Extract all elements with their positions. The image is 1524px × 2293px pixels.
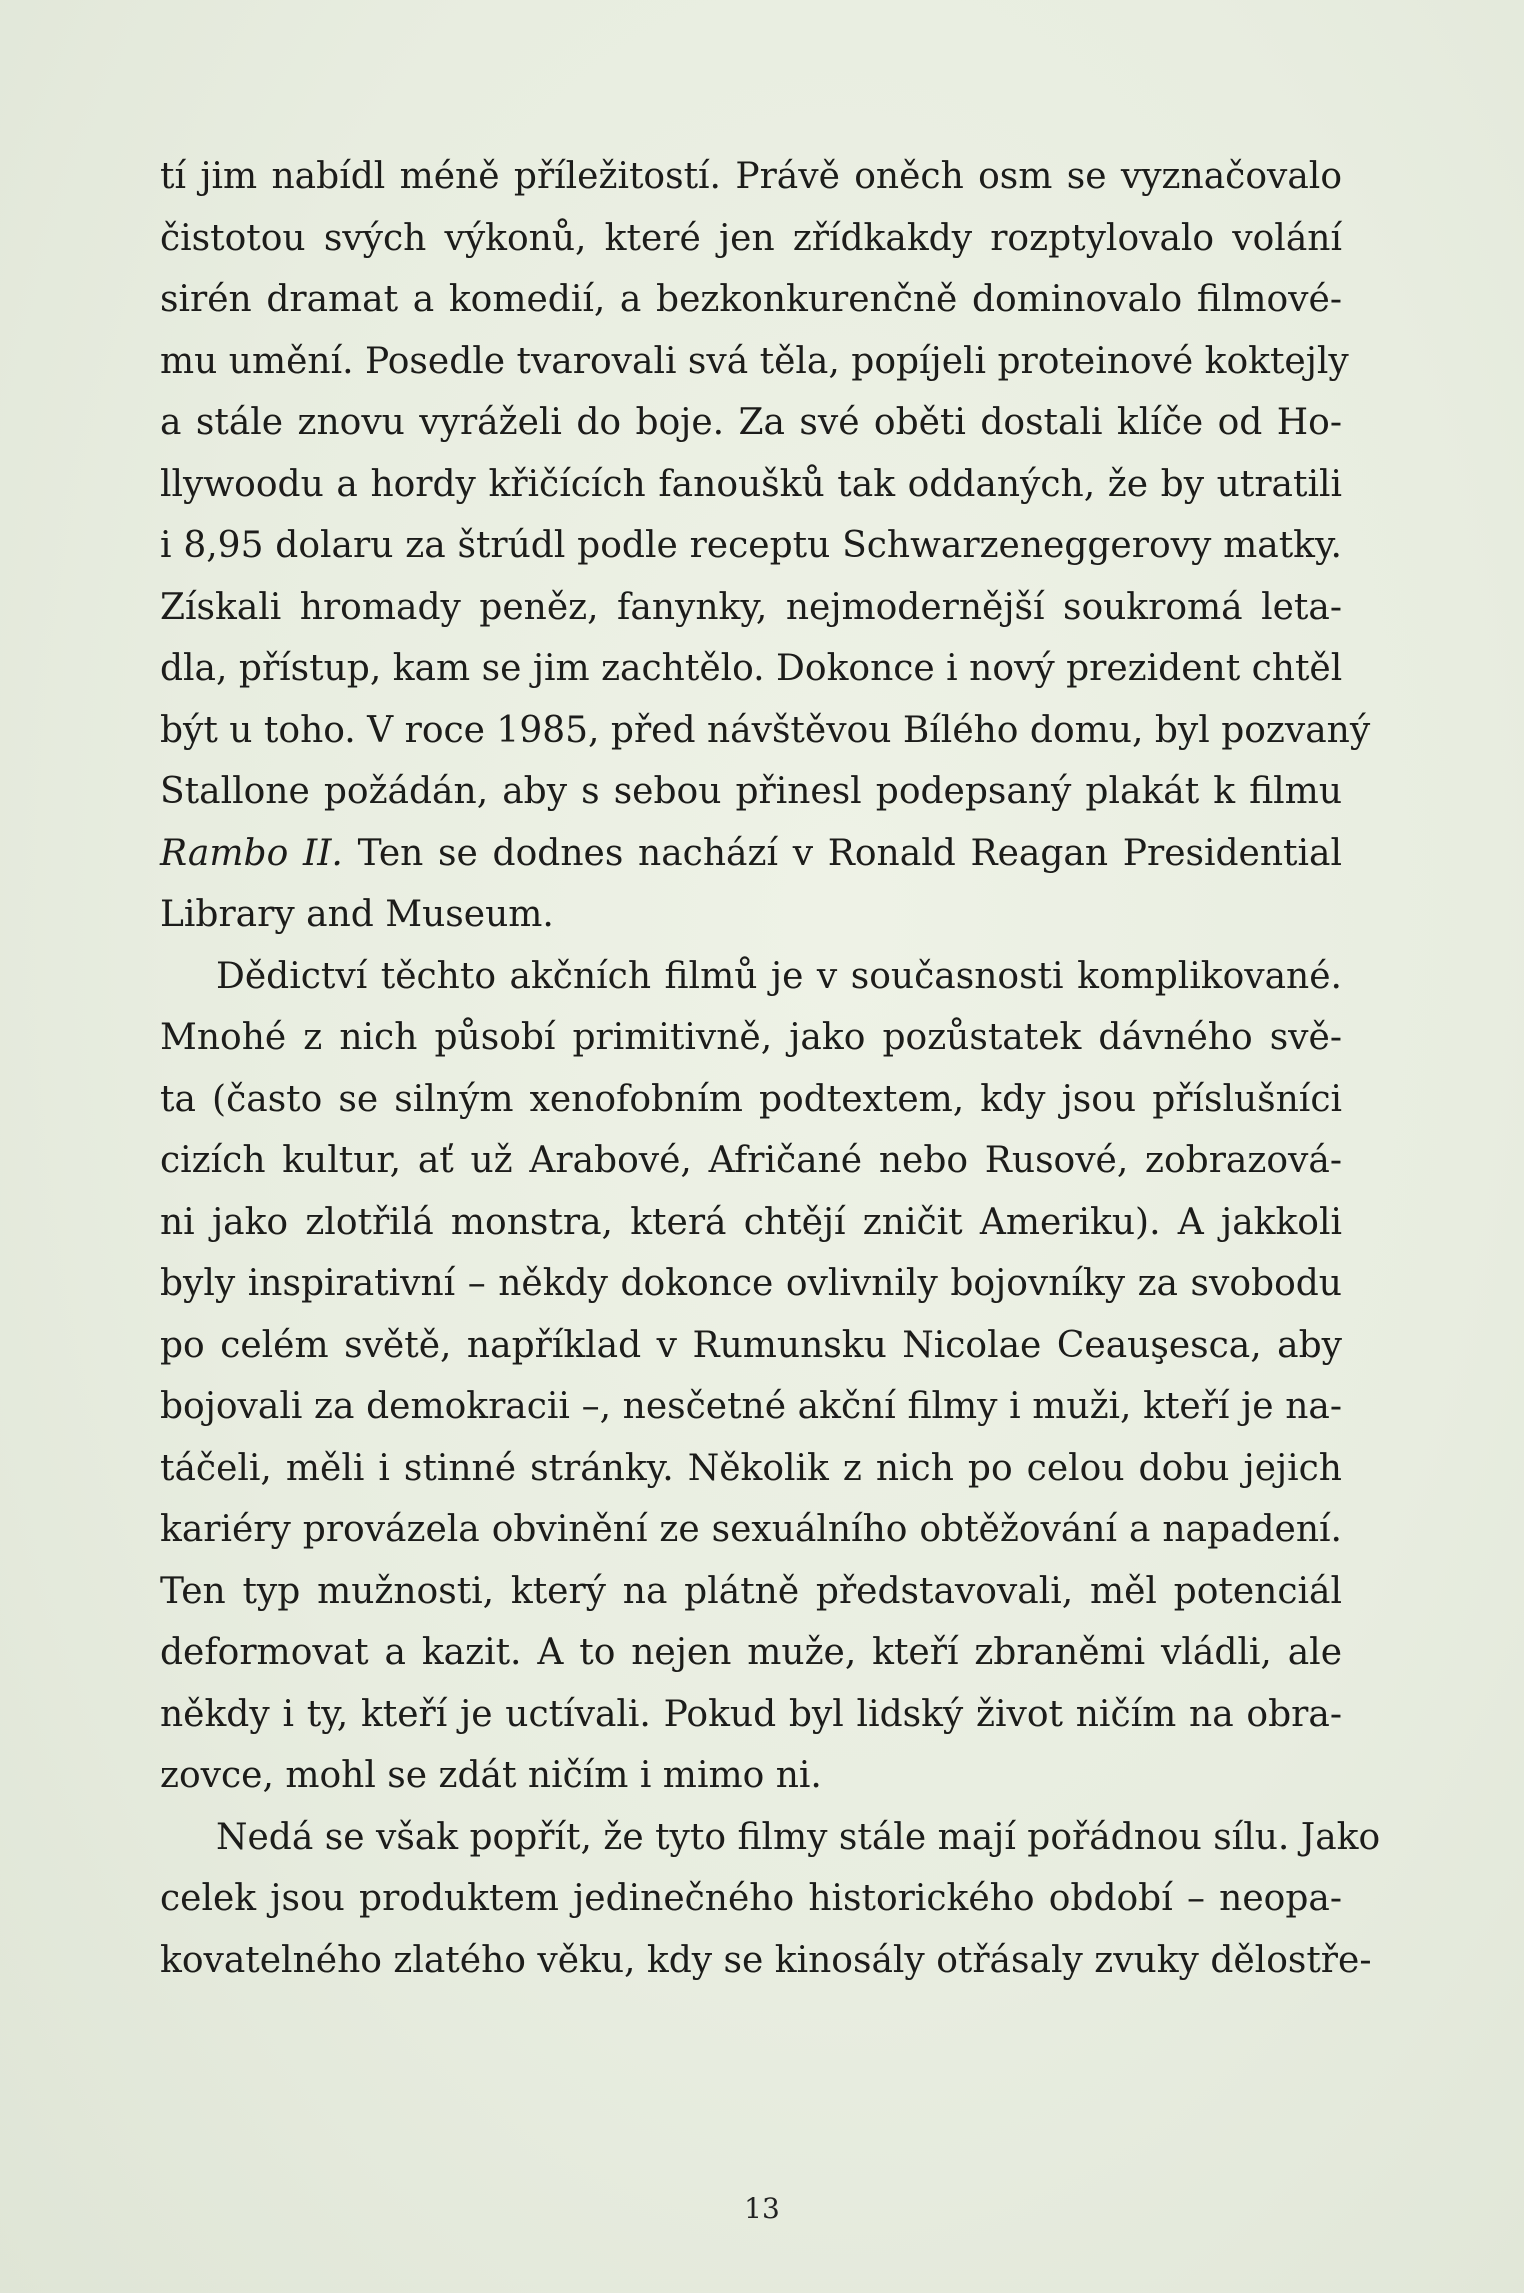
text-line: Nedá se však popřít, že tyto filmy stále mají pořádnou sílu. Jako bbox=[216, 1816, 1381, 1858]
text-line: a stále znovu vyráželi do boje. Za své oběti dostali klíče od Ho- bbox=[160, 402, 1342, 443]
text-line: i 8,95 dolaru za štrúdl podle receptu Schwarzeneggerovy matky. bbox=[160, 525, 1342, 566]
text-line: Library and Museum. bbox=[160, 894, 554, 935]
text-line: llywoodu a hordy křičících fanoušků tak oddaných, že by utratili bbox=[160, 463, 1342, 505]
page-number: 13 bbox=[744, 2192, 780, 2225]
body-text bbox=[160, 146, 1381, 1991]
text-line: deformovat a kazit. A to nejen muže, kteří zbraněmi vládli, ale bbox=[160, 1632, 1342, 1673]
text-line: kovatelného zlatého věku, kdy se kinosály otřásaly zvuky dělostře- bbox=[160, 1939, 1372, 1981]
text-line: někdy i ty, kteří je uctívali. Pokud byl lidský život ničím na obra- bbox=[160, 1693, 1342, 1735]
text-line-rest: Ten se dodnes nachází v Ronald Reagan Presidential bbox=[342, 832, 1343, 874]
text-line: Stallone požádán, aby s sebou přinesl podepsaný plakát k filmu bbox=[160, 771, 1342, 812]
text-line: Mnohé z nich působí primitivně, jako pozůstatek dávného svě- bbox=[160, 1017, 1342, 1058]
text-line: zovce, mohl se zdát ničím i mimo ni. bbox=[160, 1755, 822, 1796]
text-line: po celém světě, například v Rumunsku Nicolae Ceauşesca, aby bbox=[160, 1324, 1342, 1366]
text-line: čistotou svých výkonů, které jen zřídkakdy rozptylovalo volání bbox=[160, 217, 1342, 259]
text-line: táčeli, měli i stinné stránky. Několik z nich po celou dobu jejich bbox=[160, 1447, 1342, 1489]
text-line: ni jako zlotřilá monstra, která chtějí zničit Ameriku). A jakkoli bbox=[160, 1201, 1342, 1243]
text-line: kariéry provázela obvinění ze sexuálního obtěžování a napadení. bbox=[160, 1509, 1342, 1550]
text-line: mu umění. Posedle tvarovali svá těla, popíjeli proteinové koktejly bbox=[160, 340, 1349, 382]
text-line: dla, přístup, kam se jim zachtělo. Dokonce i nový prezident chtěl bbox=[160, 648, 1343, 689]
film-title: Rambo II. bbox=[160, 832, 343, 874]
text-line: cizích kultur, ať už Arabové, Afričané nebo Rusové, zobrazová- bbox=[160, 1140, 1342, 1181]
text-line: Získali hromady peněz, fanynky, nejmodernější soukromá leta- bbox=[160, 586, 1342, 628]
text-line: Dědictví těchto akčních filmů je v současnosti komplikované. bbox=[216, 955, 1342, 997]
text-line: tí jim nabídl méně příležitostí. Právě oněch osm se vyznačovalo bbox=[160, 156, 1342, 197]
text-line: ta (často se silným xenofobním podtextem, kdy jsou příslušníci bbox=[160, 1078, 1342, 1120]
text-line bbox=[160, 823, 1342, 885]
text-line: byly inspirativní – někdy dokonce ovlivnily bojovníky za svobodu bbox=[160, 1263, 1342, 1304]
text-line: být u toho. V roce 1985, před návštěvou Bílého domu, byl pozvaný bbox=[160, 709, 1371, 751]
text-line: celek jsou produktem jedinečného historického období – neopa- bbox=[160, 1878, 1342, 1919]
text-line: sirén dramat a komedií, a bezkonkurenčně dominovalo filmové- bbox=[160, 279, 1342, 320]
text-line: Ten typ mužnosti, který na plátně představovali, měl potenciál bbox=[160, 1570, 1342, 1612]
text-line: bojovali za demokracii –, nesčetné akční filmy i muži, kteří je na- bbox=[160, 1386, 1342, 1427]
